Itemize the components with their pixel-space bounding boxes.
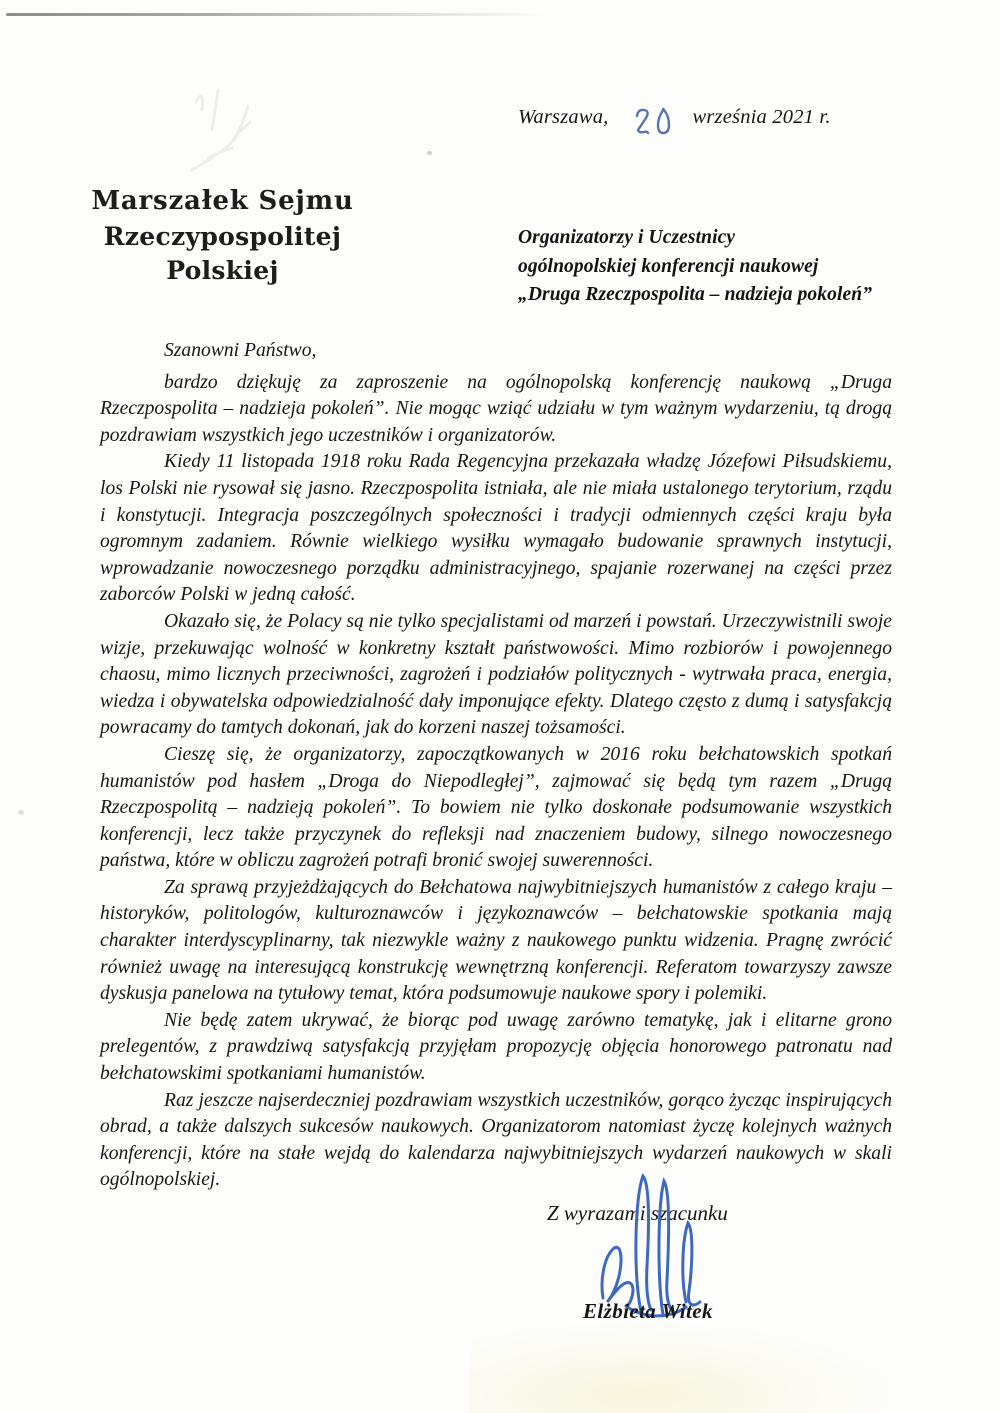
addressee-line: ogólnopolskiej konferencji naukowej xyxy=(518,255,819,277)
letterhead xyxy=(80,182,365,288)
paragraph-1: bardzo dziękuję za zaproszenie na ogólnopolską konferencję naukową „Druga Rzeczpospolita – nadzieja pokoleń”. Nie mogąc wziąć udziału w tym ważnym wydarzeniu, tą drogą pozdrawiam wszystkich jego uczestników i organizatorów. xyxy=(100,371,892,446)
date-rest: września 2021 r. xyxy=(692,106,831,128)
scan-artifact-line xyxy=(6,13,568,16)
letterhead-office: Marszałek Sejmu xyxy=(91,186,354,216)
paragraph-4: Cieszę się, że organizatorzy, zapoczątkowanych w 2016 roku bełchatowskich spotkań humanistów pod hasłem „Droga do Niepodległej”, zajmować się będą tym razem „Drugą Rzeczpospolitą – nadzieją pokoleń”. To bowiem nie tylko doskonałe podsumowanie wszystkich konferencji, lecz także przyczynek do refleksji nad znaczeniem budowy, silnego nowoczesnego państwa, które w obliczu zagrożeń potrafi bronić swojej suwerenności. xyxy=(100,743,892,872)
letterhead-institution: Rzeczypospolitej Polskiej xyxy=(103,222,342,285)
letter-body xyxy=(100,338,892,1194)
paragraph-2: Kiedy 11 listopada 1918 roku Rada Regencyjna przekazała władzę Józefowi Piłsudskiemu, los Polski nie rysował się jasno. Rzeczpospolita istniała, ale nie miała ustalonego terytorium, rządu i konstytucji. Integracja poszczególnych społeczności i tradycji odmiennych części kraju była ogromnym zadaniem. Równie wielkiego wysiłku wymagało budowanie sprawnych instytucji, wprowadzanie nowoczesnego porządku administracyjnego, spajanie rozerwanej na części przez zaborców Polski w jedną całość. xyxy=(100,451,892,606)
scan-speck xyxy=(18,810,24,815)
addressee-line: „Druga Rzeczpospolita – nadzieja pokoleń” xyxy=(518,284,873,305)
date-city: Warszawa, xyxy=(518,106,609,128)
salutation: Szanowni Państwo, xyxy=(164,340,317,361)
paragraph-5: Za sprawą przyjeżdżających do Bełchatowa najwybitniejszych humanistów z całego kraju – historyków, politologów, kulturoznawców i językoznawców – bełchatowskie spotkania mają charakter interdyscyplinarny, tak niezwykle ważny z naukowego punktu widzenia. Pragnę zwrócić również uwagę na interesującą konstrukcję wewnętrzną konferencji. Referatom towarzyszy zawsze dyskusja panelowa na tytułowy temat, która podsumowuje naukowe spory i polemiki. xyxy=(100,876,892,1005)
date-line xyxy=(518,106,831,140)
paragraph-6: Nie będę zatem ukrywać, że biorąc pod uwagę zarówno tematykę, jak i elitarne grono prelegentów, z prawdziwą satysfakcją przyjęłam propozycję objęcia honorowego patronatu nad bełchatowskimi spotkaniami humanistów. xyxy=(100,1009,892,1085)
paragraph-7: Raz jeszcze najserdeczniej pozdrawiam wszystkich uczestników, gorąco życząc inspirujących obrad, a także dalszych sukcesów naukowych. Organizatorom natomiast życzę kolejnych ważnych konferencji, które na stałe wejdą do kalendarza najwybitniejszych wydarzeń naukowych w skali ogólnopolskiej. xyxy=(100,1089,892,1191)
addressee-line: Organizatorzy i Uczestnicy xyxy=(518,227,736,248)
handwritten-day-numeral xyxy=(632,106,676,140)
signatory-name: Elżbieta Witek xyxy=(583,1299,713,1323)
paragraph-3: Okazało się, że Polacy są nie tylko specjalistami od marzeń i powstań. Urzeczywistnili swoje wizje, przekuwając wolność w konkretny kształt państwowości. Mimo rozbiorów i powojennego chaosu, mimo licznych przeciwności, zagrożeń i podziałów politycznych - wytrwała praca, energia, wiedza i obywatelska odpowiedzialność dały imponujące efekty. Dlatego często z dumą i satysfakcją powracamy do tamtych dokonań, jak do korzeni naszej tożsamości. xyxy=(100,610,892,739)
handwritten-signature-icon xyxy=(596,1168,714,1320)
scan-speck xyxy=(427,151,432,155)
addressee-block xyxy=(518,224,872,310)
sign-off: Z wyrazami szacunku xyxy=(547,1201,728,1225)
paper-stain xyxy=(470,1323,890,1413)
ghost-bleedthrough-scribble xyxy=(178,84,288,184)
